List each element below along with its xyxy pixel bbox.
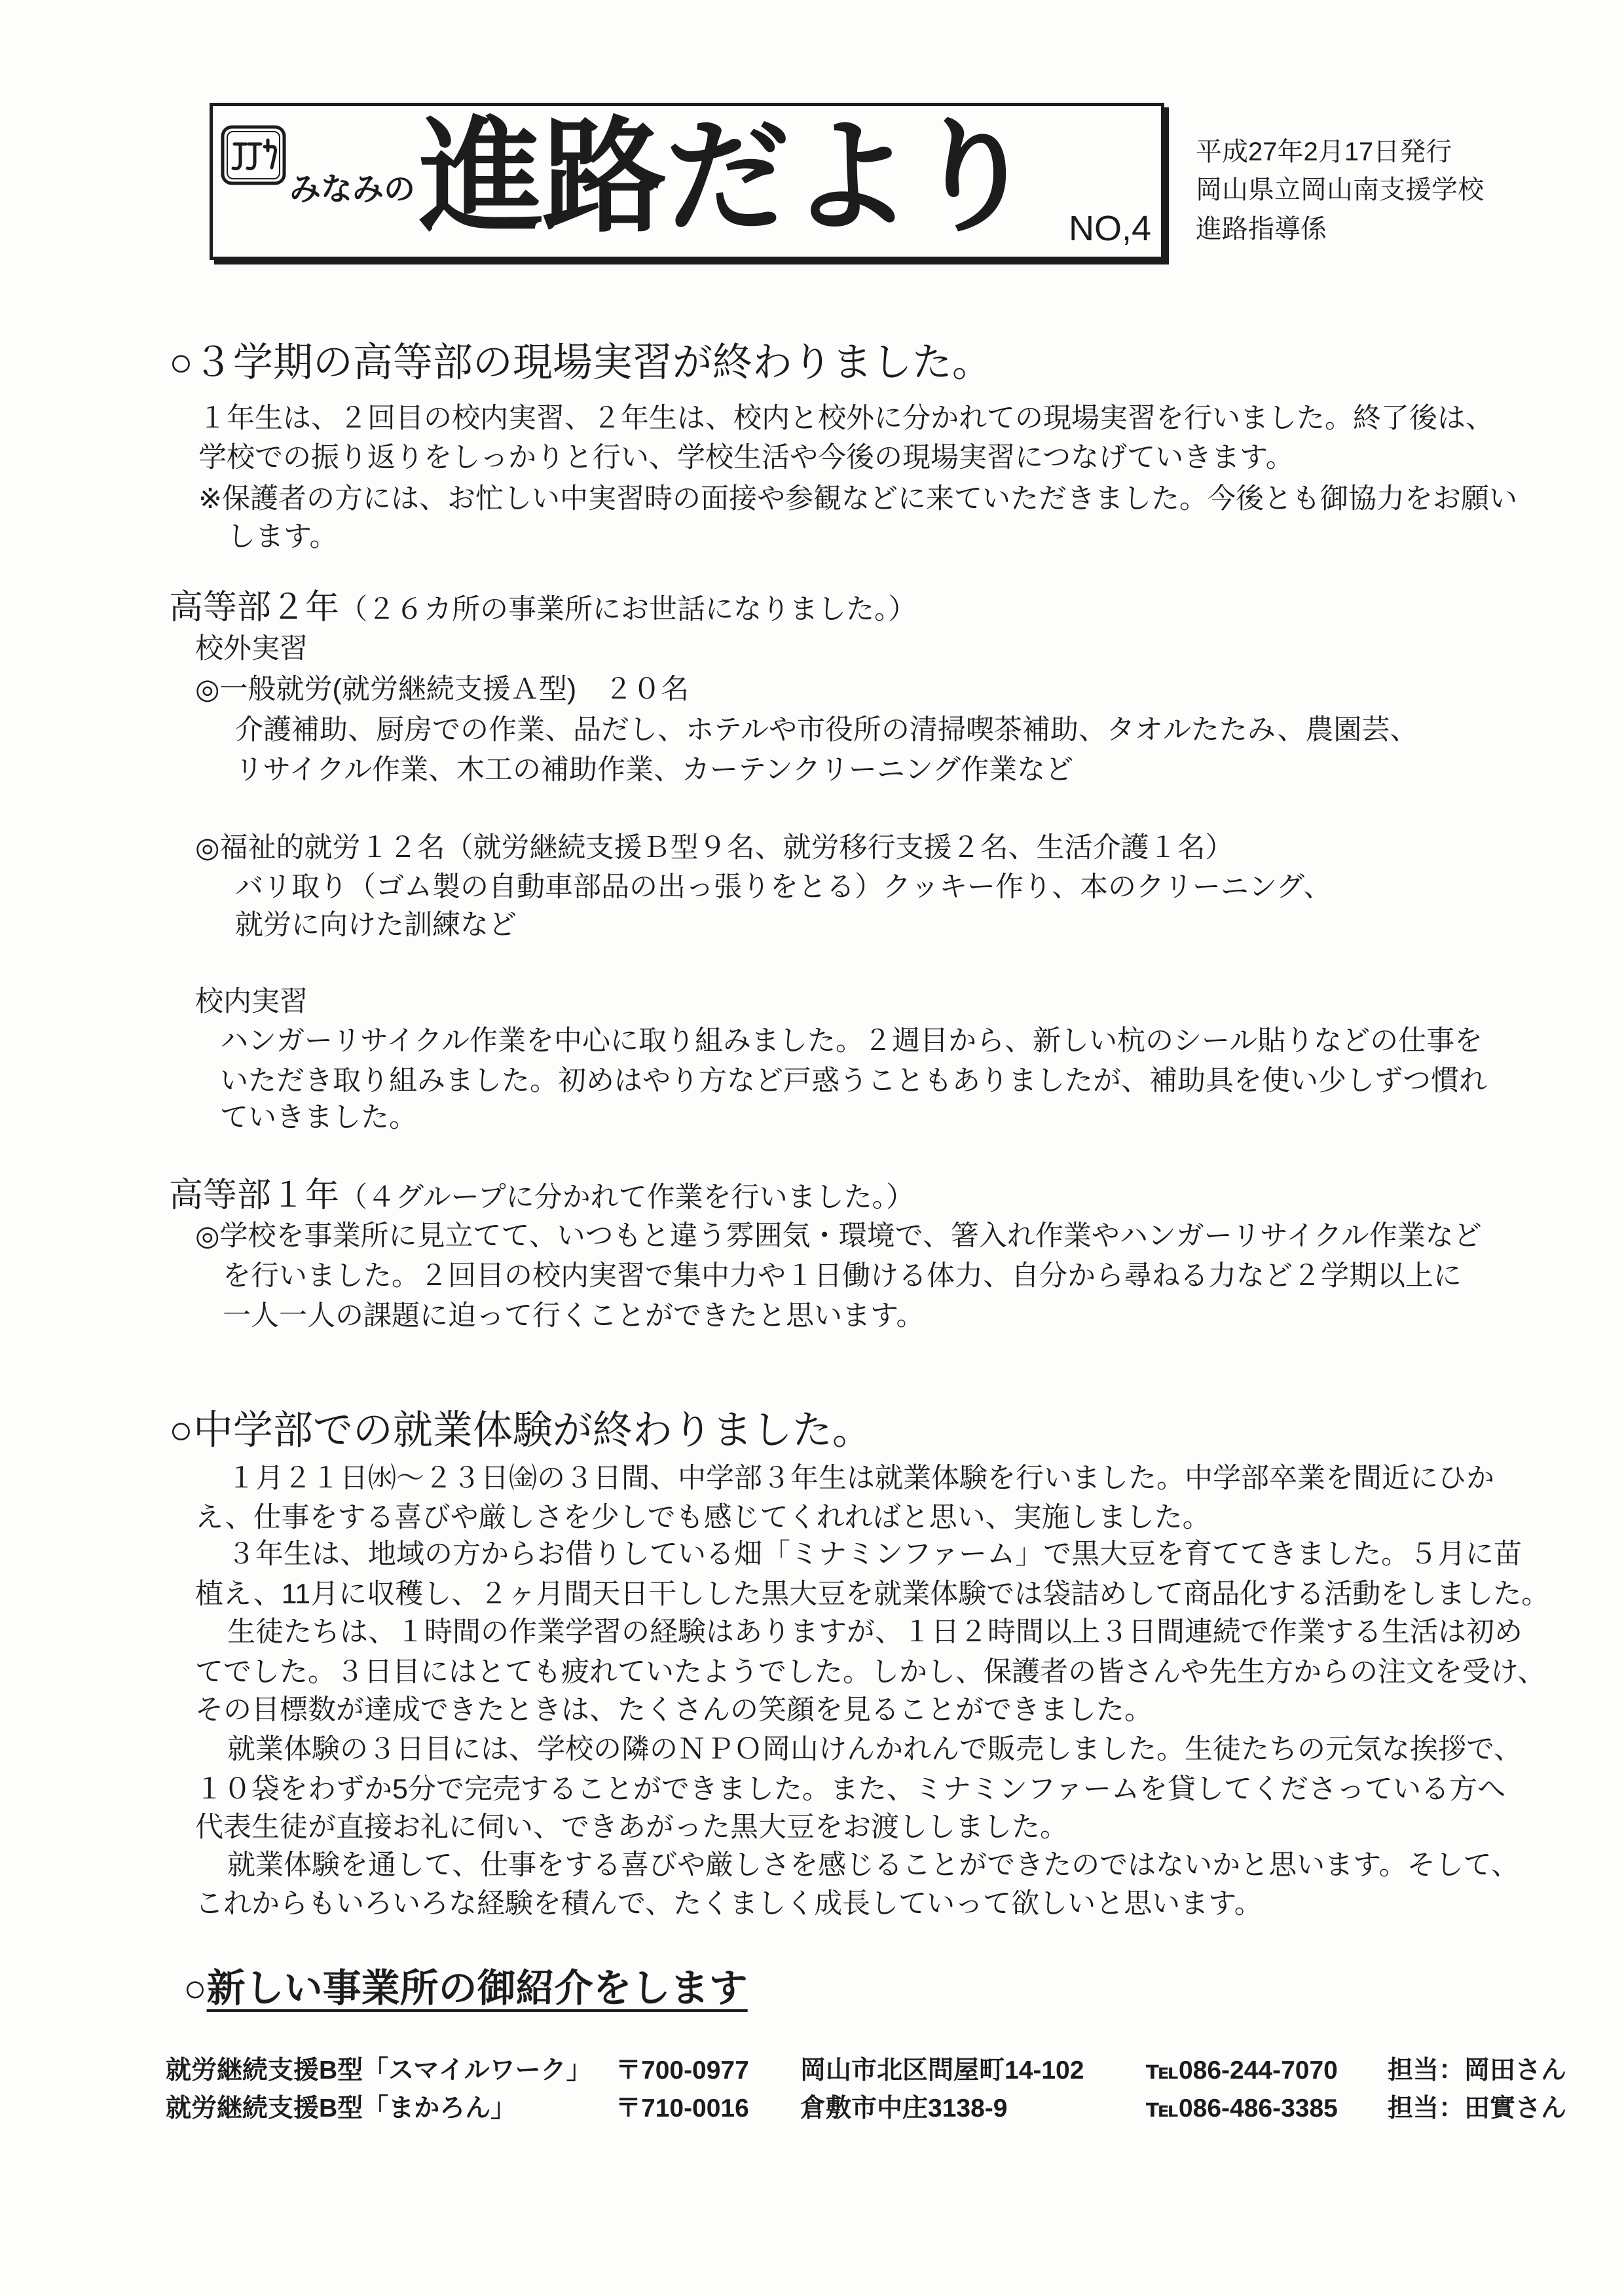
school-emblem-icon [220, 124, 287, 186]
facility-phone: ℡086-244-7070 [1146, 2056, 1338, 2085]
facility-contact: 担当：岡田さん [1388, 2056, 1567, 2085]
section2-heading: ○中学部での就業体験が終わりました。 [169, 1408, 872, 1452]
grade2-note: （２６カ所の事業所にお世話になりました。） [339, 594, 917, 625]
facility-postal-code: 〒710-0016 [616, 2094, 749, 2123]
section3-marker: ○ [183, 1967, 207, 2010]
section2-line: え、仕事をする喜びや厳しさを少しでも感じてくれればと思い、実施しました。 [195, 1502, 1211, 1533]
section3-heading [183, 1965, 748, 2011]
grade1-line: 一人一人の課題に迫って行くことができたと思います。 [223, 1300, 925, 1332]
grade1-line: を行いました。２回目の校内実習で集中力や１日働ける体力、自分から尋ねる力など２学期以上に [223, 1260, 1462, 1292]
facility-address: 岡山市北区問屋町14-102 [800, 2056, 1084, 2085]
school-name: 岡山県立岡山南支援学校 [1196, 175, 1484, 204]
facility-phone: ℡086-486-3385 [1146, 2094, 1338, 2123]
off-campus-label: 校外実習 [195, 633, 308, 665]
intro-note-line: します。 [227, 521, 338, 553]
section2-line: その目標数が達成できたときは、たくさんの笑顔を見ることができました。 [195, 1694, 1153, 1726]
section2-line: ３年生は、地域の方からお借りしている畑「ミナミンファーム」で黒大豆を育ててきました。５月に苗 [227, 1539, 1522, 1570]
general-employment-title: ◎一般就労(就労継続支援Ａ型) ２０名 [195, 674, 690, 705]
intro-line: 学校での振り返りをしっかりと行い、学校生活や今後の現場実習につなげていきます。 [198, 442, 1294, 473]
grade2-label: 高等部２年 [169, 589, 340, 627]
grade1-label: 高等部１年 [169, 1176, 340, 1214]
issue-number: NO,4 [1069, 209, 1152, 248]
department-name: 進路指導係 [1196, 215, 1327, 244]
section2-line: 生徒たちは、１時間の作業学習の経験はありますが、１日２時間以上３日間連続で作業する生活は初め [227, 1616, 1522, 1648]
intro-note-line: ※保護者の方には、お忙しい中実習時の面接や参観などに来ていただきました。今後とも御協力をお願い [198, 483, 1518, 515]
section2-line: 代表生徒が直接お礼に伺い、できあがった黒大豆をお渡ししました。 [195, 1812, 1068, 1843]
section1-heading: ○３学期の高等部の現場実習が終わりました。 [169, 340, 992, 384]
section2-line: １月２１日㈬～２３日㈮の３日間、中学部３年生は就業体験を行いました。中学部卒業を間近にひか [227, 1463, 1494, 1494]
section2-line: 就業体験の３日目には、学校の隣のＮＰＯ岡山けんかれんで販売しました。生徒たちの元気な挨拶で、 [227, 1734, 1522, 1765]
facility-address: 倉敷市中庄3138-9 [800, 2094, 1008, 2123]
intro-line: １年生は、２回目の校内実習、２年生は、校内と校外に分かれての現場実習を行いました。終了後は、 [198, 403, 1494, 434]
welfare-employment-line: バリ取り（ゴム製の自動車部品の出っ張りをとる）クッキー作り、本のクリーニング、 [235, 871, 1332, 903]
grade1-note: （４グループに分かれて作業を行いました。） [339, 1182, 915, 1213]
masthead-prefix: みなみの [289, 172, 416, 207]
section2-line: 植え、11月に収穫し、２ヶ月間天日干しした黒大豆を就業体験では袋詰めして商品化する活動をしました。 [195, 1578, 1550, 1610]
masthead-title: 進路だより [419, 108, 1035, 247]
facility-contact: 担当：田實さん [1388, 2094, 1567, 2123]
on-campus-line: ていきました。 [220, 1102, 417, 1133]
facility-name: 就労継続支援B型「まかろん」 [166, 2094, 517, 2123]
general-employment-line: 介護補助、厨房での作業、品だし、ホテルや市役所の清掃喫茶補助、タオルたたみ、農園芸、 [235, 714, 1418, 746]
section2-line: これからもいろいろな経験を積んで、たくましく成長していって欲しいと思います。 [195, 1888, 1263, 1920]
general-employment-line: リサイクル作業、木工の補助作業、カーテンクリーニング作業など [235, 754, 1074, 786]
welfare-employment-title: ◎福祉的就労１２名（就労継続支援Ｂ型９名、就労移行支援２名、生活介護１名） [195, 832, 1234, 864]
section2-line: １０袋をわずか5分で完売することができました。また、ミナミンファームを貸してくださっている方へ [195, 1774, 1506, 1805]
on-campus-line: ハンガーリサイクル作業を中心に取り組みました。２週目から、新しい杭のシール貼りなどの仕事を [220, 1025, 1483, 1057]
on-campus-line: いただき取り組みました。初めはやり方など戸惑うこともありましたが、補助具を使い少しずつ慣れ [220, 1065, 1487, 1097]
grade1-line: ◎学校を事業所に見立てて、いつもと違う雰囲気・環境で、箸入れ作業やハンガーリサイクル作業など [195, 1220, 1482, 1252]
on-campus-label: 校内実習 [195, 986, 308, 1017]
section3-title: 新しい事業所の御紹介をします [206, 1967, 748, 2010]
facility-postal-code: 〒700-0977 [616, 2056, 749, 2085]
section2-line: てでした。３日目にはとても疲れていたようでした。しかし、保護者の皆さんや先生方からの注文を受け、 [195, 1656, 1546, 1688]
facility-name: 就労継続支援B型「スマイルワーク」 [166, 2056, 592, 2085]
issue-date: 平成27年2月17日発行 [1196, 137, 1452, 166]
welfare-employment-line: 就労に向けた訓練など [235, 909, 517, 941]
section2-line: 就業体験を通して、仕事をする喜びや厳しさを感じることができたのではないかと思います。そして、 [227, 1850, 1519, 1881]
